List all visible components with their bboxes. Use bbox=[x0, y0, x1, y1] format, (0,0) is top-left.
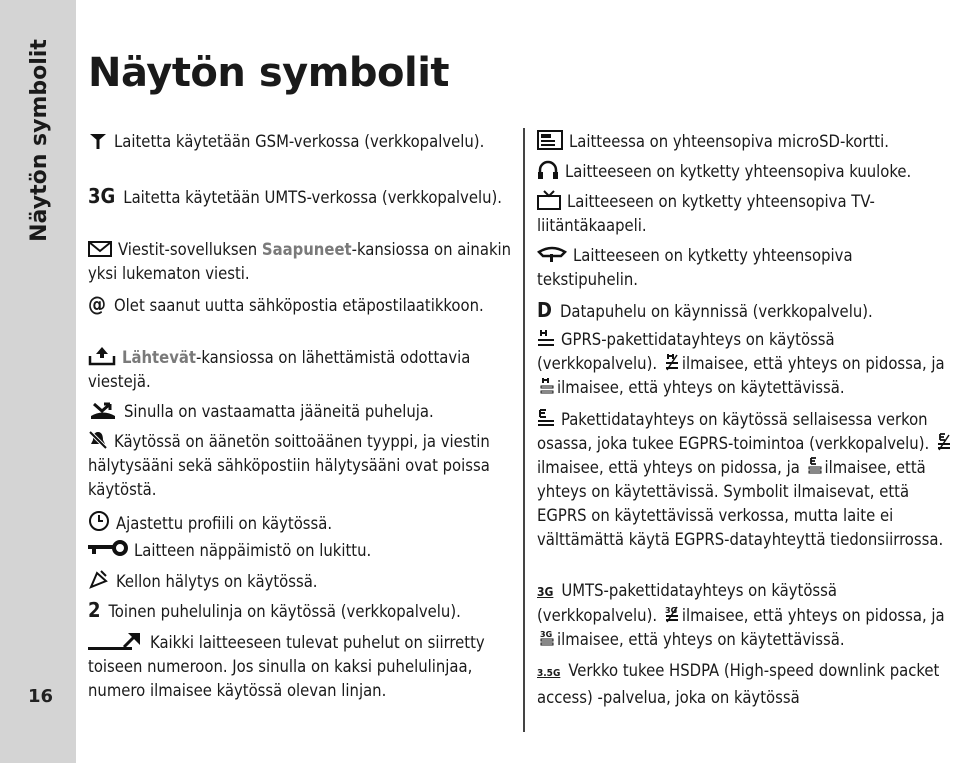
page-number: 16 bbox=[28, 686, 54, 707]
umts-data-entry: 3G UMTS-pakettidatayhteys on käytössä (verkkopalvelu). 3G ilmaisee, että yhteys on pidossa, ja 3G ilmaisee, että yhteys on käytettävissä. bbox=[537, 581, 945, 649]
column-divider bbox=[523, 128, 525, 732]
timed-profile-entry: Ajastettu profiili on käytössä. bbox=[88, 510, 513, 536]
line-2-icon: 2 bbox=[88, 598, 101, 622]
hsdpa-entry: 3.5G Verkko tukee HSDPA (High-speed downlink packet access) -palvelua, joka on käytössä bbox=[537, 661, 940, 707]
divert-entry: Kaikki laitteeseen tulevat puhelut on siirretty toiseen numeroon. Jos sinulla on kaksi puhelulinjaa, numero ilmaisee käytössä olevan linjan. bbox=[88, 629, 513, 703]
clock-icon bbox=[88, 510, 110, 532]
umts-data-icon: 3G bbox=[537, 585, 554, 599]
at-sign-icon: @ bbox=[88, 292, 106, 316]
gprs-available-icon bbox=[540, 377, 554, 395]
data-call-icon: D bbox=[537, 298, 552, 322]
email-entry: @ Olet saanut uutta sähköpostia etäpostilaatikkoon. bbox=[88, 292, 484, 316]
envelope-icon bbox=[88, 240, 112, 258]
egprs-icon bbox=[537, 408, 555, 428]
chapter-title: Näytön symbolit bbox=[26, 38, 52, 242]
message-entry: Viestit-sovelluksen Saapuneet-kansiossa on ainakin yksi lukematon viesti. bbox=[88, 240, 512, 283]
datacall-entry: D Datapuhelu on käynnissä (verkkopalvelu). bbox=[537, 298, 873, 322]
tvout-entry: Laitteeseen on kytketty yhteensopiva TV-liitäntäkaapeli. bbox=[537, 192, 875, 235]
missed-call-entry: Sinulla on vastaamatta jääneitä puheluja. bbox=[88, 400, 513, 424]
gsm-entry: Laitetta käytetään GSM-verkossa (verkkopalvelu). bbox=[88, 130, 513, 154]
svg-text:3G: 3G bbox=[540, 630, 553, 639]
outbox-entry: Lähtevät-kansiossa on lähettämistä odottavia viestejä. bbox=[88, 348, 471, 391]
tty-entry: Laitteeseen on kytketty yhteensopiva tekstipuhelin. bbox=[537, 246, 853, 289]
chapter-sidebar bbox=[0, 0, 76, 763]
svg-text:3G: 3G bbox=[664, 606, 677, 615]
alarm-clock-icon bbox=[88, 568, 110, 590]
gsm-antenna-icon bbox=[88, 132, 108, 150]
umts-entry: 3G Laitetta käytetään UMTS-verkossa (verkkopalvelu). bbox=[88, 184, 503, 208]
text-phone-icon bbox=[537, 244, 567, 264]
umts-available-icon bbox=[540, 629, 554, 647]
umts-hold-icon bbox=[665, 605, 679, 623]
gprs-hold-icon bbox=[665, 353, 679, 371]
key-icon bbox=[88, 539, 128, 559]
call-divert-icon bbox=[88, 629, 144, 651]
gprs-entry: GPRS-pakettidatayhteys on käytössä (verkkopalvelu). ilmaisee, että yhteys on pidossa, ja ilmaisee, että yhteys on käytettävissä. bbox=[537, 330, 945, 397]
microsd-entry: Laitteessa on yhteensopiva microSD-kortti. bbox=[537, 130, 957, 154]
hsdpa-icon: 3.5G bbox=[537, 668, 561, 679]
egprs-hold-icon bbox=[937, 433, 951, 451]
silent-bell-icon bbox=[88, 430, 108, 450]
line2-entry: 2 Toinen puhelulinja on käytössä (verkkopalvelu). bbox=[88, 598, 461, 622]
memory-card-icon bbox=[537, 130, 563, 150]
3g-icon: 3G bbox=[88, 184, 116, 208]
silent-entry: Käytössä on äänetön soittoäänen tyyppi, ja viestin hälytysääni sekä sähköpostiin hälytysääni ovat poissa käytöstä. bbox=[88, 432, 490, 499]
page-title: Näytön symbolit bbox=[88, 50, 450, 96]
headset-entry: Laitteeseen on kytketty yhteensopiva kuuloke. bbox=[537, 160, 957, 184]
missed-call-icon bbox=[88, 400, 118, 420]
tv-out-icon bbox=[537, 190, 561, 210]
headset-icon bbox=[537, 160, 559, 180]
egprs-entry: Pakettidatayhteys on käytössä sellaisessa verkon osassa, joka tukee EGPRS-toimintoa (verkkopalvelu). ilmaisee, että yhteys on pidossa, ja ilmaisee, että yhteys on käytettävissä. Symbolit ilmaisevat, että EGPRS on käytettävissä verkossa, mutta laite ei välttämättä käytä EGPRS-datayhteyttä tiedonsiirrossa. bbox=[537, 408, 957, 552]
egprs-available-icon bbox=[808, 457, 822, 475]
alarm-entry: Kellon hälytys on käytössä. bbox=[88, 568, 513, 594]
keylock-entry: Laitteen näppäimistö on lukittu. bbox=[88, 539, 513, 563]
outbox-icon bbox=[88, 346, 116, 366]
gprs-icon bbox=[537, 328, 555, 348]
